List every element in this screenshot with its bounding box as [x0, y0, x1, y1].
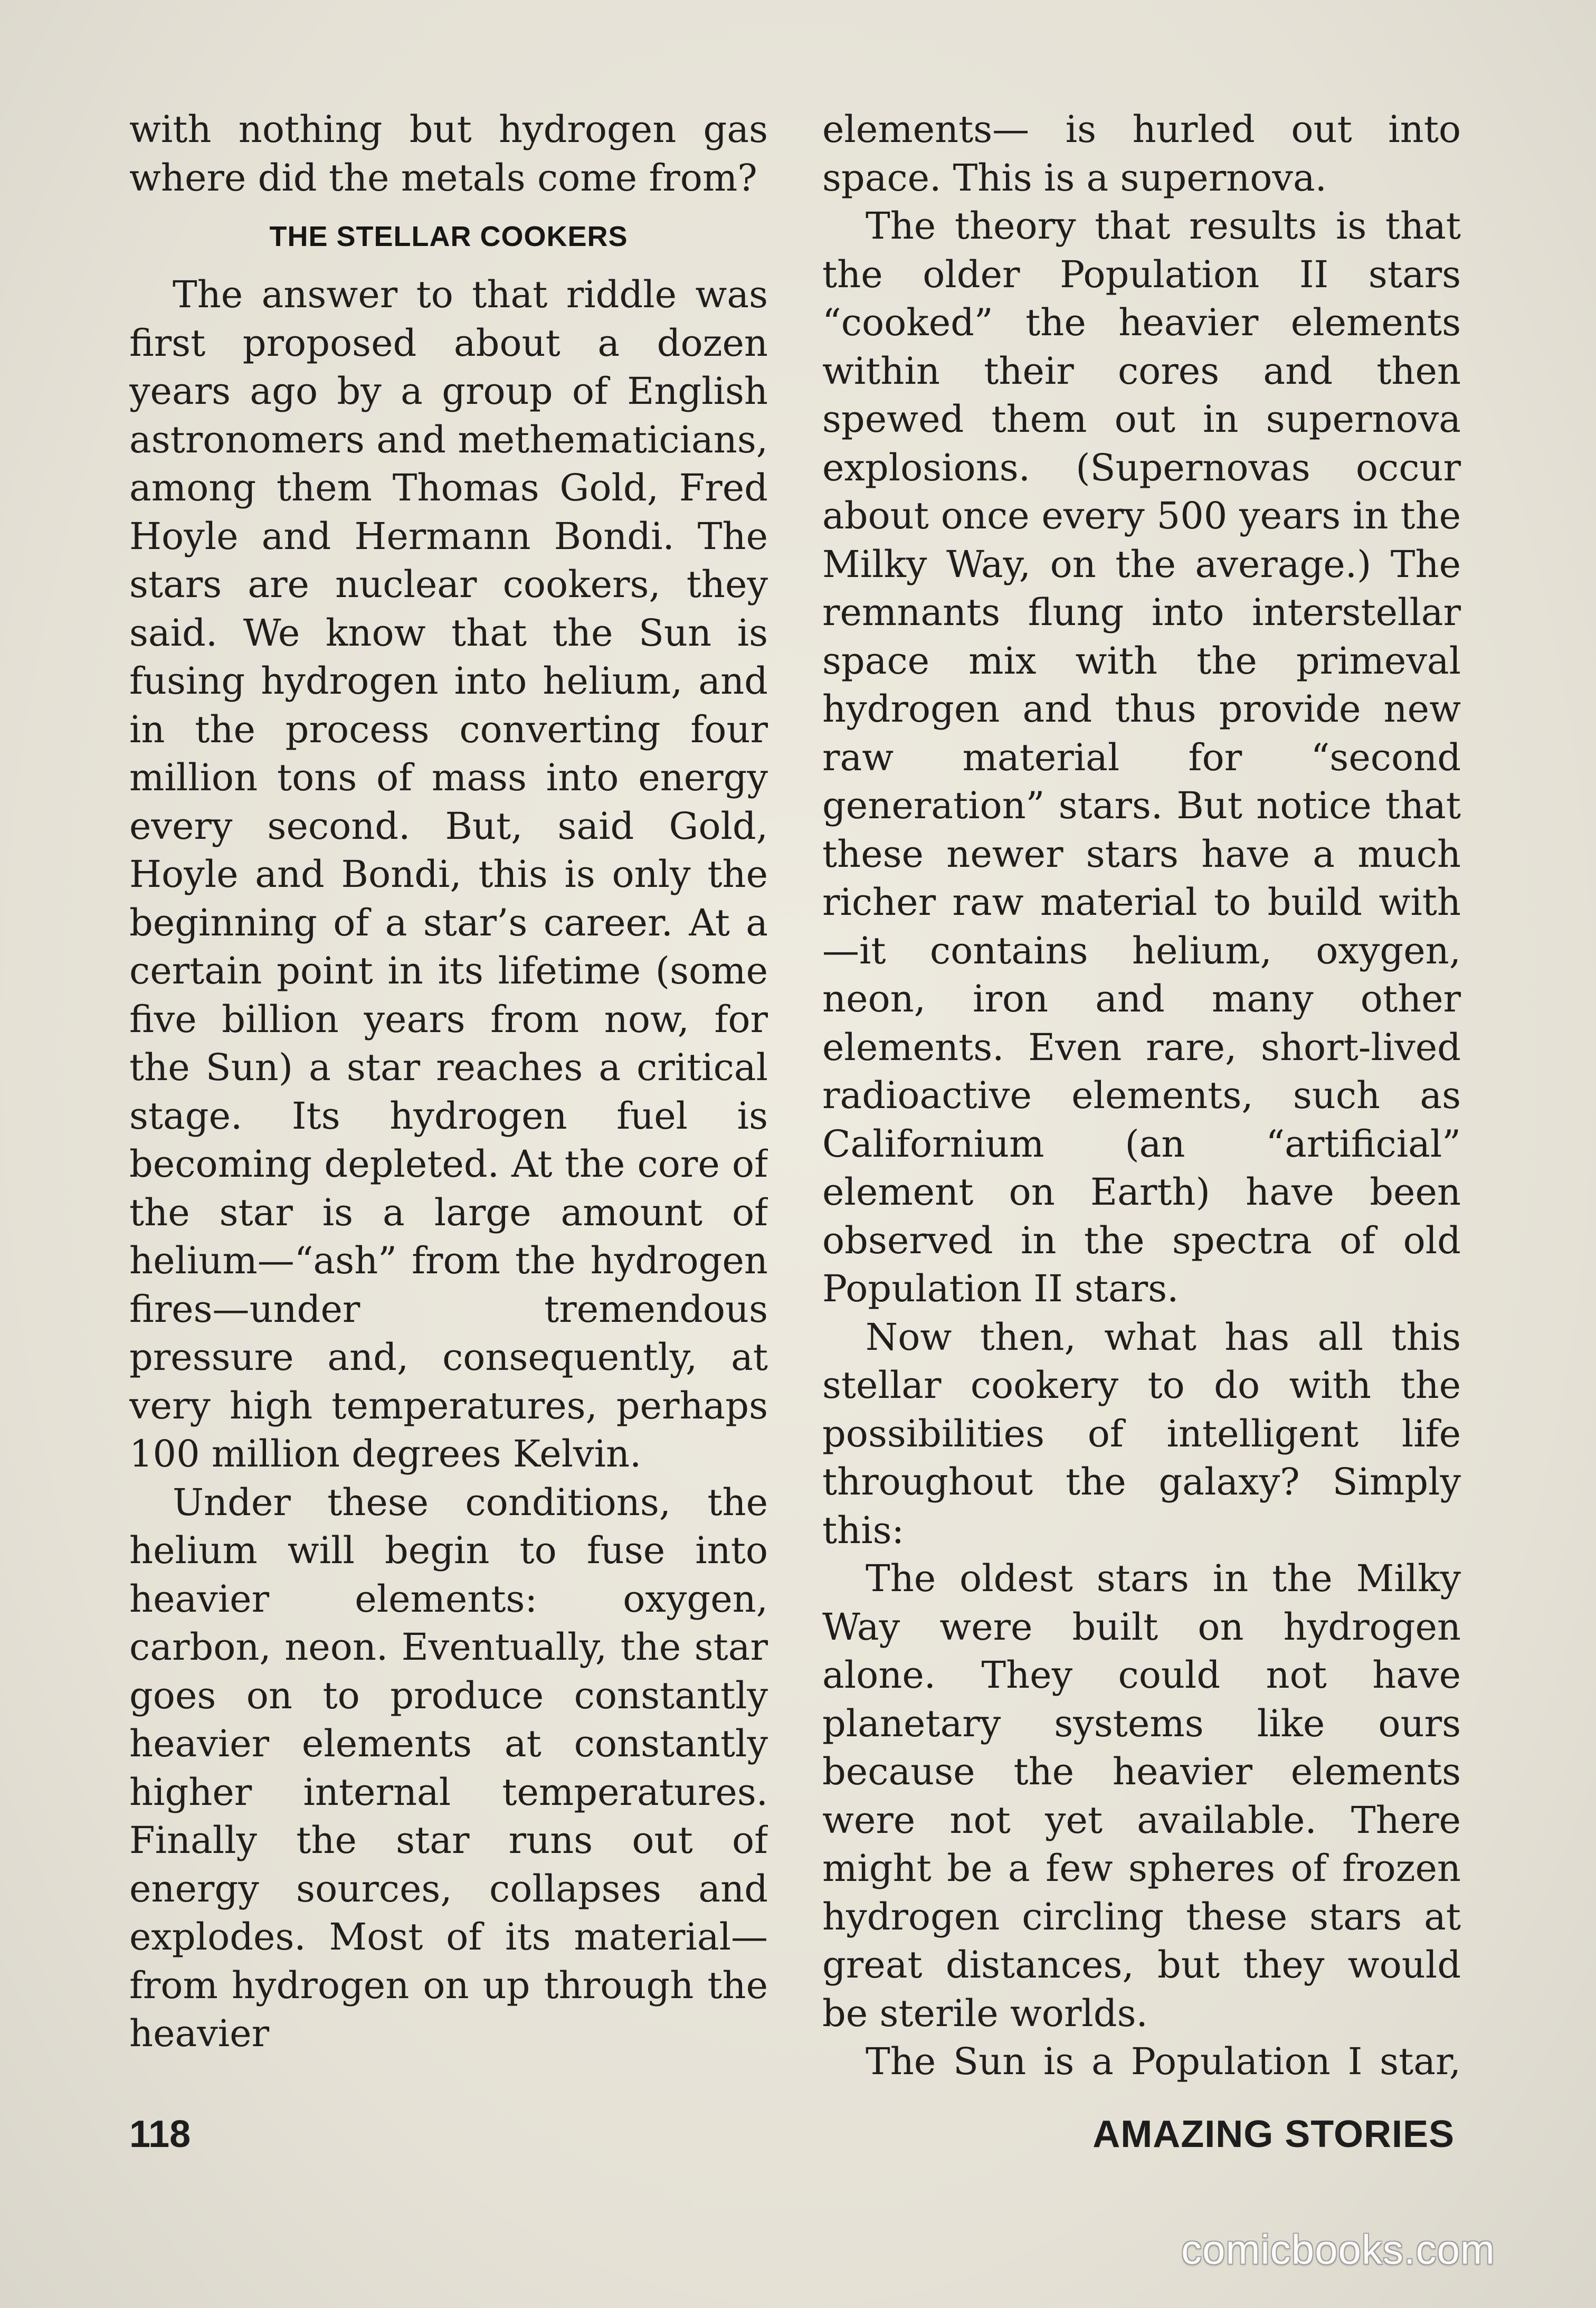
right-paragraph-oldest-stars: The oldest stars in the Milky Way were built on hydrogen alone. They could not have planetary systems like ours because the heavier elements were not yet available. There might be a few spheres of frozen hydrogen circling these stars at great distances, but they would be sterile worlds.: [822, 1557, 1461, 2035]
right-paragraph-sun: The Sun is a Population I star,: [866, 2040, 1461, 2083]
right-paragraph-intelligent-life: Now then, what has all this stellar cookery to do with the possibilities of intelligent life throughout the galaxy? Simply this:: [822, 1315, 1461, 1552]
left-paragraph-helium-fusion: Under these conditions, the helium will begin to fuse into heavier elements: oxygen, carbon, neon. Eventually, the star goes on to produce constantly heavier elements at constantly higher internal temperatures. Finally the star runs out of energy sources, collapses and explodes. Most of its material—from hydrogen on up through the heavier: [129, 1480, 768, 2055]
publication-title: AMAZING STORIES: [1092, 2113, 1455, 2155]
watermark: comicbooks.com: [1181, 2226, 1495, 2273]
right-paragraph-supernova: elements— is hurled out into space. This is a supernova.: [822, 108, 1461, 200]
page-number: 118: [129, 2113, 191, 2155]
right-text-column: [822, 106, 1461, 2085]
section-heading: THE STELLAR COOKERS: [269, 221, 628, 252]
left-paragraph-stellar-cookers: The answer to that riddle was first proposed about a dozen years ago by a group of English astronomers and methematicians, among them Thomas Gold, Fred Hoyle and Hermann Bondi. The stars are nuclear cookers, they said. We know that the Sun is fusing hydrogen into helium, and in the process converting four million tons of mass into energy every second. But, said Gold, Hoyle and Bondi, this is only the beginning of a star’s career. At a certain point in its lifetime (some five billion years from now, for the Sun) a star reaches a critical stage. Its hydrogen fuel is becoming depleted. At the core of the star is a large amount of helium—“ash” from the hydrogen fires—under tremendous pressure and, consequently, at very high temperatures, perhaps 100 million degrees Kelvin.: [129, 273, 768, 1475]
left-text-column: [129, 106, 768, 2085]
left-paragraph-continued: with nothing but hydrogen gas where did the metals come from?: [129, 108, 768, 200]
right-paragraph-theory: The theory that results is that the older Population II stars “cooked” the heavier elements within their cores and then spewed them out in supernova explosions. (Supernovas occur about once every 500 years in the Milky Way, on the average.) The remnants flung into interstellar space mix with the primeval hydrogen and thus provide new raw material for “second generation” stars. But notice that these newer stars have a much richer raw material to build with—it contains helium, oxygen, neon, iron and many other elements. Even rare, short-lived radioactive elements, such as Californium (an “artificial” element on Earth) have been observed in the spectra of old Population II stars.: [822, 204, 1461, 1310]
